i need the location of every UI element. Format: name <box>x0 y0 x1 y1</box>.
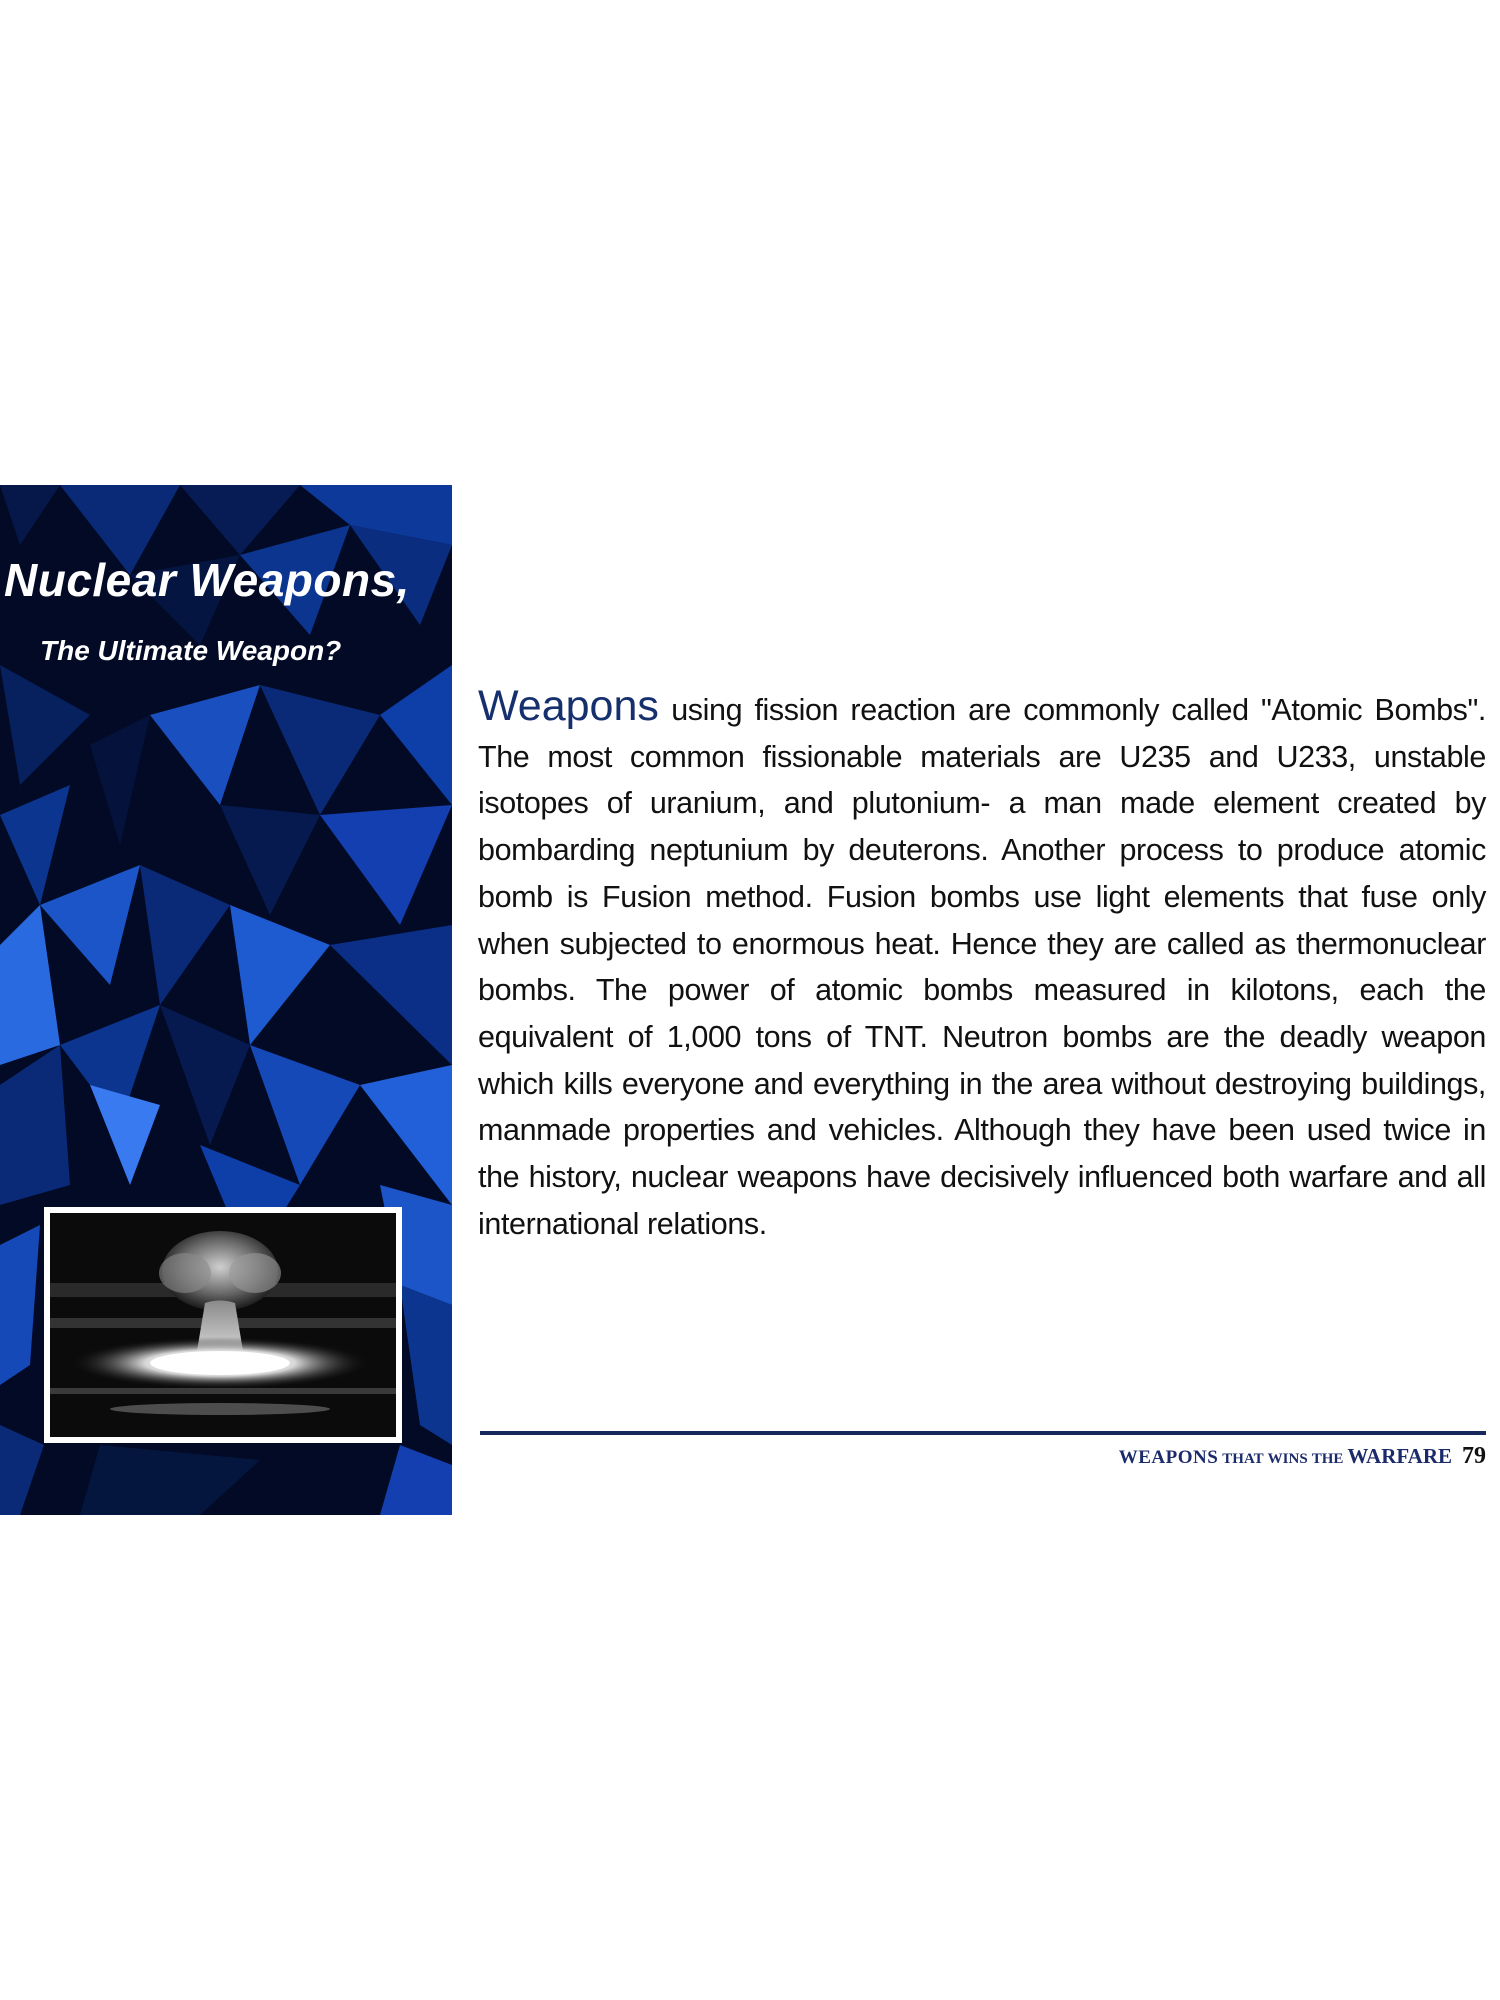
mushroom-cloud-illustration <box>50 1213 396 1437</box>
page-number: 79 <box>1462 1443 1486 1469</box>
article-body <box>478 683 1486 1247</box>
footer-word-3: WINS <box>1267 1451 1308 1467</box>
footer-word-1: WEAPONS <box>1118 1447 1219 1468</box>
side-panel-title: Nuclear Weapons, <box>4 554 410 606</box>
footer-word-5: WARFARE <box>1347 1444 1452 1468</box>
article-lead-word: Weapons <box>478 682 659 730</box>
side-panel <box>0 485 452 1515</box>
footer-word-2: THAT <box>1222 1451 1264 1467</box>
footer-rule <box>480 1431 1486 1435</box>
page-footer <box>1119 1443 1486 1470</box>
footer-word-4: THE <box>1311 1451 1344 1467</box>
article-body-text: using fission reaction are commonly called "Atomic Bombs". The most common fissionable materials are U235 and U233, unstable isotopes of uranium, and plutonium- a man made element created by bombarding neptunium by deuterons. Another process to produce atomic bomb is Fusion method. Fusion bombs use light elements that fuse only when subjected to enormous heat. Hence they are called as thermonuclear bombs. The power of atomic bombs measured in kilotons, each the equivalent of 1,000 tons of TNT. Neutron bombs are the deadly weapon which kills everyone and everything in the area without destroying buildings, manmade properties and vehicles. Although they have been used twice in the history, nuclear weapons have decisively influenced both warfare and all international relations. <box>478 693 1486 1241</box>
explosion-photo <box>44 1207 402 1443</box>
side-panel-subtitle: The Ultimate Weapon? <box>40 635 342 666</box>
